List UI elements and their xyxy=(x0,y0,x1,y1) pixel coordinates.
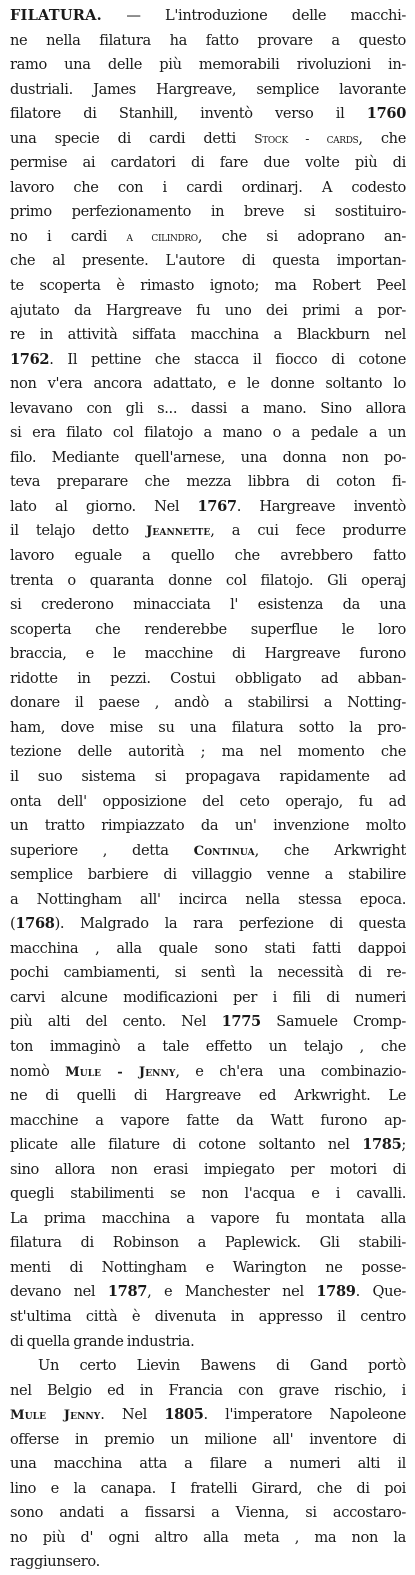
text-line xyxy=(10,937,406,962)
text-segment: superiore , detta xyxy=(10,841,194,859)
text-segment: ridotte in pezzi. Costui obbligato ad abban- xyxy=(10,669,406,687)
text-segment: . Que- xyxy=(355,1283,406,1301)
text-line xyxy=(10,1133,406,1158)
text-line xyxy=(10,1428,406,1453)
text-line xyxy=(10,1403,406,1428)
text-segment: scoperta che renderebbe superflue le loro xyxy=(10,620,406,638)
text-segment: Stock - cards xyxy=(254,130,359,146)
text-segment: 1787 xyxy=(107,1283,148,1301)
text-segment: no più d' ogni altro alla meta , ma non la xyxy=(10,1528,406,1546)
text-line xyxy=(10,348,406,373)
text-line xyxy=(10,1182,406,1207)
text-segment: ton immaginò a tale effetto un telajo , che xyxy=(10,1037,406,1055)
text-segment: sono andati a fissarsi a Vienna, si accostaro- xyxy=(10,1504,406,1522)
text-line xyxy=(10,78,406,103)
text-line xyxy=(10,372,406,397)
text-segment: di quella grande industria. xyxy=(10,1332,195,1350)
text-segment: carvi alcune modificazioni per i fili di numeri xyxy=(10,988,406,1006)
text-segment: nomò xyxy=(10,1062,66,1080)
text-line xyxy=(10,1379,406,1404)
text-line xyxy=(10,1526,406,1551)
text-line xyxy=(10,274,406,299)
text-segment: , che xyxy=(358,129,406,147)
text-segment: braccia, e le macchine di Hargreave furono xyxy=(10,645,406,663)
text-segment: ajutato da Hargreave fu uno dei primi a por- xyxy=(10,301,406,319)
text-segment: sino allora non erasi impiegato per motori di xyxy=(10,1160,406,1178)
text-line xyxy=(10,863,406,888)
text-line xyxy=(10,618,406,643)
text-segment: Un certo Lievin Bawens di Gand portò xyxy=(38,1357,406,1375)
text-segment: Mule Jenny xyxy=(10,1408,101,1424)
text-segment: . Il pettine che stacca il fiocco di cotone xyxy=(49,350,406,368)
text-line xyxy=(10,200,406,225)
text-segment: ne nella filatura ha fatto provare a questo xyxy=(10,31,406,49)
text-line xyxy=(10,249,406,274)
text-line xyxy=(10,986,406,1011)
text-segment: st'ultima città è divenuta in appresso il centro xyxy=(10,1307,406,1325)
text-segment: raggiunsero. xyxy=(10,1553,100,1571)
text-segment: 1768 xyxy=(15,915,55,933)
text-segment: a Nottingham all' incirca nella stessa epoca. xyxy=(10,890,406,908)
text-segment: . l'imperatore Napoleone xyxy=(203,1406,406,1424)
text-segment: pochi cambiamenti, si sentì la necessità di re- xyxy=(10,964,406,982)
text-segment: ). Malgrado la rara perfezione di questa xyxy=(54,915,406,933)
text-segment: , che Arkwright xyxy=(254,841,406,859)
text-segment: Mule - Jenny xyxy=(65,1064,176,1080)
text-segment: nel Belgio ed in Francia con grave rischio, i xyxy=(10,1381,406,1399)
text-segment: dustriali. James Hargreave, semplice lavorante xyxy=(10,80,406,98)
text-segment: 1789 xyxy=(316,1283,356,1301)
text-line xyxy=(10,1305,406,1330)
text-segment: a cilindro xyxy=(126,228,198,244)
text-segment: Samuele Cromp- xyxy=(260,1013,406,1031)
text-segment: quegli stabilimenti se non l'acqua e i cavalli. xyxy=(10,1185,406,1203)
text-segment: donare il paese , andò a stabilirsi a Notting- xyxy=(10,694,406,712)
text-line xyxy=(10,1280,406,1305)
text-line xyxy=(10,151,406,176)
text-segment: 1767 xyxy=(197,497,237,515)
text-line xyxy=(10,1035,406,1060)
text-segment: re in attività siffata macchina a Blackburn nel xyxy=(10,326,406,344)
text-segment: 1762 xyxy=(10,350,50,368)
text-segment: ; xyxy=(401,1136,406,1154)
text-line xyxy=(10,102,406,127)
article-heading: FILATURA. xyxy=(10,7,102,24)
text-line xyxy=(10,740,406,765)
text-line xyxy=(10,323,406,348)
text-segment: lavoro che con i cardi ordinarj. A codesto xyxy=(10,178,406,196)
text-segment: si era filato col filatojo a mano o a pedale a un xyxy=(10,424,406,442)
text-segment: ham, dove mise su una filatura sotto la pro- xyxy=(10,718,406,736)
text-line xyxy=(10,1330,406,1355)
text-line xyxy=(10,397,406,422)
text-line xyxy=(10,691,406,716)
text-segment: permise ai cardatori di fare due volte più di xyxy=(10,154,406,172)
text-segment: che al presente. L'autore di questa importan- xyxy=(10,252,406,270)
text-line xyxy=(10,814,406,839)
text-line xyxy=(10,1501,406,1526)
text-segment: levavano con gli s... dassi a mano. Sino allora xyxy=(10,399,406,417)
text-segment: macchina , alla quale sono stati fatti dappoi xyxy=(10,939,406,957)
text-segment: ne di quelli di Hargreave ed Arkwright. Le xyxy=(10,1087,406,1105)
text-line xyxy=(10,790,406,815)
text-line xyxy=(10,1550,406,1575)
text-segment: lato al giorno. Nel xyxy=(10,497,198,515)
text-segment: ramo una delle più memorabili rivoluzioni in- xyxy=(10,56,406,74)
text-line xyxy=(10,421,406,446)
text-line xyxy=(10,4,406,29)
text-line xyxy=(10,1477,406,1502)
text-segment: una macchina atta a filare a numeri alti il xyxy=(10,1455,406,1473)
text-segment: 1775 xyxy=(221,1013,261,1031)
text-segment: menti di Nottingham e Warington ne posse- xyxy=(10,1258,406,1276)
text-segment: filatura di Robinson a Paplewick. Gli stabili- xyxy=(10,1234,406,1252)
text-segment: non v'era ancora adattato, e le donne soltanto lo xyxy=(10,375,406,393)
text-segment: il telajo detto xyxy=(10,522,147,540)
text-line xyxy=(10,765,406,790)
text-segment: . Nel xyxy=(100,1406,165,1424)
text-line xyxy=(10,1060,406,1085)
text-line xyxy=(10,53,406,78)
text-segment: 1785 xyxy=(362,1136,402,1154)
paragraph-bawens xyxy=(10,1354,406,1575)
text-line xyxy=(10,299,406,324)
text-segment: filo. Mediante quell'arnese, una donna non po- xyxy=(10,448,406,466)
text-segment: una specie di cardi detti xyxy=(10,129,255,147)
text-line xyxy=(10,1207,406,1232)
text-segment: La prima macchina a vapore fu montata alla xyxy=(10,1209,406,1227)
text-line xyxy=(10,593,406,618)
text-line xyxy=(10,667,406,692)
text-segment: te scoperta è rimasto ignoto; ma Robert Peel xyxy=(10,277,406,295)
text-segment: lavoro eguale a quello che avrebbero fatto xyxy=(10,547,406,565)
text-line xyxy=(10,225,406,250)
text-segment: macchine a vapore fatte da Watt furono ap- xyxy=(10,1111,406,1129)
text-segment: offerse in premio un milione all' inventore di xyxy=(10,1430,406,1448)
text-segment: , e Manchester nel xyxy=(147,1283,317,1301)
text-line xyxy=(10,176,406,201)
text-segment: no i cardi xyxy=(10,227,127,245)
text-line xyxy=(10,29,406,54)
text-segment: — L'introduzione delle macchi- xyxy=(101,7,406,24)
text-line xyxy=(10,1231,406,1256)
text-line xyxy=(10,961,406,986)
text-segment: , e ch'era una combinazio- xyxy=(175,1062,406,1080)
text-line xyxy=(10,1109,406,1134)
text-segment: ( xyxy=(10,915,16,933)
text-segment: tezione delle autorità ; ma nel momento che xyxy=(10,743,406,761)
text-segment: il suo sistema si propagava rapidamente ad xyxy=(10,767,406,785)
text-segment: primo perfezionamento in breve si sostituiro- xyxy=(10,203,406,221)
text-line xyxy=(10,470,406,495)
text-line xyxy=(10,519,406,544)
text-segment: semplice barbiere di villaggio venne a stabilire xyxy=(10,866,406,884)
text-line xyxy=(10,1158,406,1183)
text-segment: 1760 xyxy=(366,105,406,123)
text-segment: . Hargreave inventò xyxy=(236,497,406,515)
text-line xyxy=(10,912,406,937)
text-line xyxy=(10,446,406,471)
text-line xyxy=(10,839,406,864)
text-line xyxy=(10,1256,406,1281)
text-segment: lino e la canapa. I fratelli Girard, che di poi xyxy=(10,1479,406,1497)
text-segment: onta dell' opposizione del ceto operajo, fu ad xyxy=(10,792,406,810)
text-segment: un tratto rimpiazzato da un' invenzione molto xyxy=(10,817,406,835)
text-segment: , a cui fece produrre xyxy=(210,522,406,540)
text-line xyxy=(10,495,406,520)
text-segment: devano nel xyxy=(10,1283,108,1301)
text-segment: plicate alle filature di cotone soltanto nel xyxy=(10,1136,363,1154)
text-segment: teva preparare che mezza libbra di coton fi- xyxy=(10,473,406,491)
text-segment: si crederono minacciata l' esistenza da una xyxy=(10,596,406,614)
paragraph-filatura xyxy=(10,4,406,1354)
text-segment: trenta o quaranta donne col filatojo. Gli operaj xyxy=(10,571,406,589)
text-line xyxy=(10,716,406,741)
text-line xyxy=(10,127,406,152)
text-line xyxy=(10,1084,406,1109)
text-line xyxy=(10,569,406,594)
text-segment: 1805 xyxy=(164,1406,204,1424)
text-line xyxy=(10,888,406,913)
text-line xyxy=(10,1354,406,1379)
text-line xyxy=(10,544,406,569)
text-line xyxy=(10,642,406,667)
text-segment: Jeannette xyxy=(146,524,211,540)
text-line xyxy=(10,1452,406,1477)
text-segment: più alti del cento. Nel xyxy=(10,1013,222,1031)
text-segment: , che si adoprano an- xyxy=(197,227,406,245)
text-segment: filatore di Stanhill, inventò verso il xyxy=(10,105,367,123)
text-segment: Continua xyxy=(193,843,255,859)
text-line xyxy=(10,1010,406,1035)
